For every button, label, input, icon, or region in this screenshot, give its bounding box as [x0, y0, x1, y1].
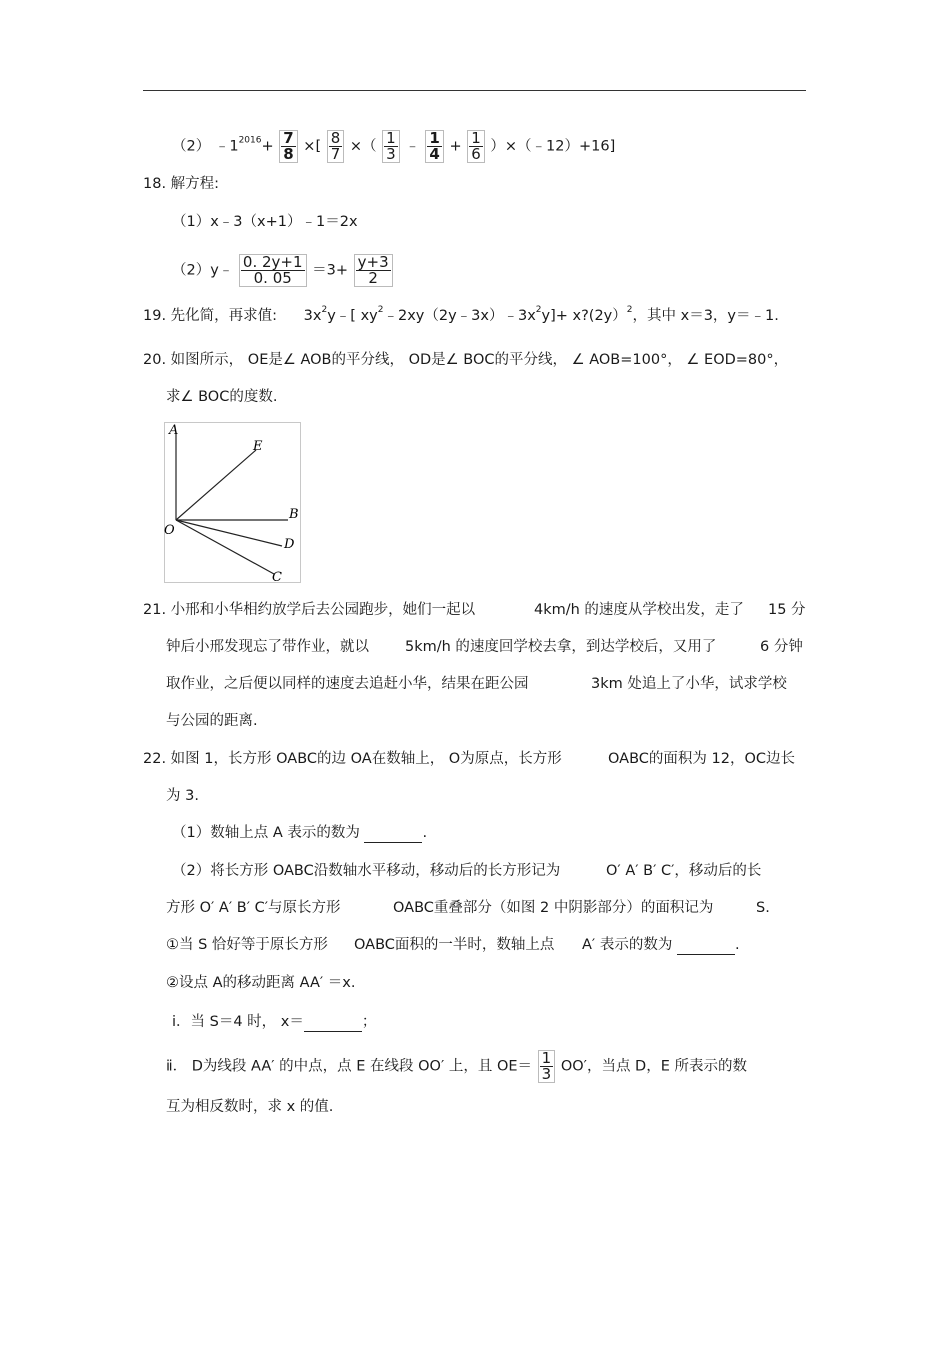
label-o: O	[164, 523, 175, 538]
q22-sub-i: ⅰ．当 S＝4 时， x＝ ；	[172, 1014, 377, 1030]
q22-line1-b: OABC的面积为 12，OC边长	[608, 751, 795, 767]
ray-oe	[176, 450, 256, 520]
ray-od	[176, 520, 282, 546]
fraction-q18-left: $\frac{0. 2y+1}{0. 05}$	[239, 254, 307, 287]
q21-line1-a: 21. 小邢和小华相约放学后去公园跑步，她们一起以	[143, 602, 476, 618]
q22-part2-b: O′ A′ B′ C′，移动后的长	[606, 863, 762, 879]
q21-line3-b: 3km 处追上了小华，试求学校	[591, 676, 787, 692]
answer-blank-3[interactable]	[304, 1031, 362, 1032]
q22-part2-e: S.	[756, 900, 770, 916]
q18-part1: （1）x﹣3（x+1）﹣1＝2x	[172, 214, 358, 230]
q21-line2-a: 钟后小邢发现忘了带作业，就以	[166, 639, 369, 655]
q22-line2: 为 3.	[166, 788, 199, 804]
label-b: B	[289, 507, 299, 522]
q22-case1-a: ①当 S 恰好等于原长方形	[166, 937, 328, 953]
fraction-8-7: $\frac{8}{7}$	[327, 130, 345, 163]
q22-sub-ii: ⅱ． D为线段 AA′ 的中点，点 E 在线段 OO′ 上，且 OE＝ $\frac{1}{3}$ OO′，当点 D，E 所表示的数	[166, 1049, 747, 1083]
label-d: D	[284, 537, 295, 552]
fraction-q18-right: $\frac{y+3}{2}$	[354, 254, 393, 287]
q21-line3-a: 取作业，之后便以同样的速度去追赶小华，结果在距公园	[166, 676, 529, 692]
header-rule	[143, 90, 806, 91]
q22-case1-c: A′ 表示的数为 .	[582, 937, 740, 953]
q21-line1-c: 15 分	[768, 602, 806, 618]
fraction-1-6: $\frac{1}{6}$	[467, 130, 485, 163]
q18-title: 18. 解方程:	[143, 176, 220, 192]
q22-part2-a: （2）将长方形 OABC沿数轴水平移动，移动后的长方形记为	[172, 863, 561, 879]
q21-line4: 与公园的距离.	[166, 713, 258, 729]
q22-line1-a: 22. 如图 1，长方形 OABC的边 OA在数轴上， O为原点，长方形	[143, 751, 562, 767]
answer-blank-1[interactable]	[364, 842, 422, 843]
label-e: E	[253, 439, 263, 454]
fraction-1-4: $\frac{1}{4}$	[425, 130, 443, 163]
q21-line2-b: 5km/h 的速度回学校去拿，到达学校后，又用了	[405, 639, 717, 655]
fraction-1-3: $\frac{1}{3}$	[382, 130, 400, 163]
answer-blank-2[interactable]	[677, 954, 735, 955]
q20-line2: 求∠ BOC的度数.	[166, 389, 278, 405]
q22-part2-d: OABC重叠部分（如图 2 中阴影部分）的面积记为	[393, 900, 714, 916]
q21-line1-b: 4km/h 的速度从学校出发，走了	[534, 602, 744, 618]
q22-case1-b: OABC面积的一半时，数轴上点	[354, 937, 555, 953]
angle-figure	[164, 422, 302, 584]
figure-frame	[165, 423, 301, 583]
q22-part2-c: 方形 O′ A′ B′ C′与原长方形	[166, 900, 341, 916]
label-a: A	[169, 423, 179, 438]
q18-part2: （2）y﹣ $\frac{0. 2y+1}{0. 05}$ ＝3+ $\frac{y+3}{2}$	[172, 254, 394, 287]
q22-sub-ii-line2: 互为相反数时，求 x 的值.	[166, 1099, 334, 1115]
ray-oc	[176, 520, 274, 574]
fraction-7-8: $\frac{7}{8}$	[279, 130, 297, 163]
q21-line2-c: 6 分钟	[760, 639, 803, 655]
q17-part2: （2） $﹣1^{2016}+$ $\frac{7}{8}$ ×[ $\frac{8}{7}$ ×（ $\frac{1}{3}$ ﹣ $\frac{1}{4}$ + $\frac{1}{6}$ ）×（﹣12）+16]	[172, 129, 616, 163]
q22-part1: （1）数轴上点 A 表示的数为 .	[172, 825, 428, 841]
q19: 19. 先化简，再求值: $3x^2y﹣$[ $xy^2﹣2xy(2y﹣3x)﹣3x^2y]+$ x?(2y）$^2$，其中 x＝3，y＝﹣1.	[143, 305, 779, 324]
q22-case2: ②设点 A的移动距离 AA′ ＝x.	[166, 975, 356, 991]
label-c: C	[272, 570, 282, 584]
q20-line1: 20. 如图所示， OE是∠ AOB的平分线， OD是∠ BOC的平分线， ∠ AOB=100°， ∠ EOD=80°，	[143, 352, 789, 368]
fraction-1-3-ii: $\frac{1}{3}$	[538, 1050, 556, 1083]
